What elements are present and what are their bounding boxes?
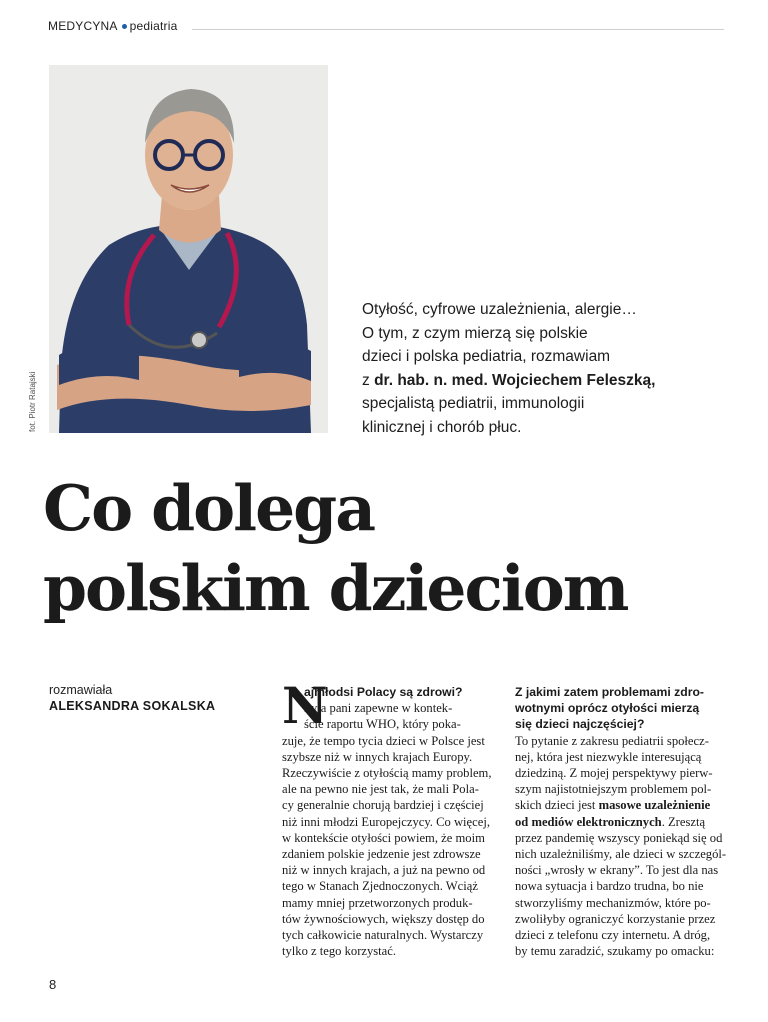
bullet-dot-icon (122, 24, 127, 29)
body-line: tego w Stanach Zjednoczonych. Wciąż (282, 879, 478, 894)
section-label: MEDYCYNA (48, 19, 118, 33)
body-line: ności „wrosły w ekrany”. To jest dla nas (515, 863, 719, 878)
byline (49, 682, 215, 714)
body-line: mamy mniej przetworzonych produk- (282, 895, 473, 910)
drop-cap: N (282, 676, 328, 735)
body-line: przez pandemię wszyscy poniekąd się od (515, 830, 723, 845)
header-divider (192, 29, 724, 30)
body-line: szym najistotniejszym problemem pol- (515, 782, 712, 797)
lead-line: specjalistą pediatrii, immunologii (362, 395, 585, 412)
lead-line: Otyłość, cyfrowe uzależnienia, alergie… (362, 301, 637, 318)
byline-author: ALEKSANDRA SOKALSKA (49, 699, 216, 713)
article-column-1 (282, 676, 496, 959)
photo-credit: fot. Piotr Ratajski (28, 371, 37, 432)
lead-line: O tym, z czym mierzą się polskie (362, 324, 588, 342)
lead-prefix: z (362, 371, 375, 389)
body-line: ście raportu WHO, który poka- (304, 717, 461, 732)
body-line: zwoliłyby ograniczyć korzystanie przez (515, 911, 716, 926)
question-line: się dzieci najczęściej? (515, 717, 645, 732)
body-line: Rzeczywiście z otyłością mamy problem, (282, 766, 492, 781)
body-line: ale na pewno nie jest tak, że mali Pola- (282, 782, 479, 797)
body-line: tych całkowicie naturalnych. Wystarczy (282, 928, 484, 943)
doctor-photo (49, 65, 328, 433)
body-line: tów żywnościowych, większy dostęp do (282, 911, 485, 926)
body-line: cy generalnie chorują bardziej i częściej (282, 798, 484, 813)
lead-line: dzieci i polska pediatria, rozmawiam (362, 348, 611, 365)
body-line: To pytanie z zakresu pediatrii społecz- (515, 733, 709, 748)
body-line: dziedziną. Z mojej perspektywy pierw- (515, 766, 713, 781)
interviewee-name: dr. hab. n. med. Wojciechem Feleszką, (374, 371, 656, 389)
section-header (48, 19, 177, 33)
body-line: niż w innych krajach, a już na pewno od (282, 863, 486, 878)
body-line: nich uzależniliśmy, ale dzieci w szczegól- (515, 847, 727, 862)
emphasis-text: od mediów elektronicznych (515, 814, 662, 829)
lead-paragraph (362, 298, 702, 439)
body-line (515, 797, 727, 813)
title-line: Co dolega (43, 471, 375, 545)
body-line: niż inni młodzi Europejczycy. Co więcej, (282, 814, 490, 829)
body-line: nowa sytuacja i bardzo trudna, bo nie (515, 879, 704, 894)
body-line: Pyta pani zapewne w kontek- (304, 701, 453, 716)
article-column-2 (515, 684, 727, 959)
body-line: zdaniem polskie jedzenie jest zdrowsze (282, 847, 481, 862)
article-title (43, 468, 627, 628)
emphasis-text: masowe uzależnienie (598, 798, 711, 813)
body-line (515, 814, 727, 830)
body-line: by temu zaradzić, szukamy po omacku: (515, 944, 715, 959)
doctor-illustration (49, 65, 328, 433)
body-text: skich dzieci jest (515, 798, 599, 813)
body-line: szybsze niż w innych krajach Europy. (282, 749, 473, 764)
body-line: w kontekście otyłości powiem, że moim (282, 830, 485, 845)
body-line: tylko z tego korzystać. (282, 944, 397, 959)
byline-role: rozmawiała (49, 683, 113, 697)
body-line: stworzyliśmy mechanizmów, które po- (515, 895, 711, 910)
body-line: nej, która jest niezwykle interesującą (515, 749, 702, 764)
question-line: Z jakimi zatem problemami zdro- (515, 685, 704, 699)
question-line: wotnymi oprócz otyłości mierzą (515, 701, 700, 716)
subsection-label: pediatria (129, 19, 178, 33)
title-line: polskim dzieciom (43, 551, 628, 625)
body-text: . Zresztą (661, 814, 706, 829)
body-line: dzieci z telefonu czy internetu. A dróg, (515, 928, 711, 943)
page-number: 8 (49, 977, 57, 992)
body-line: zuje, że tempo tycia dzieci w Polsce jest (282, 733, 485, 748)
question: ajmłodsi Polacy są zdrowi? (304, 685, 463, 699)
lead-line (362, 369, 702, 393)
lead-line: klinicznej i chorób płuc. (362, 418, 522, 436)
